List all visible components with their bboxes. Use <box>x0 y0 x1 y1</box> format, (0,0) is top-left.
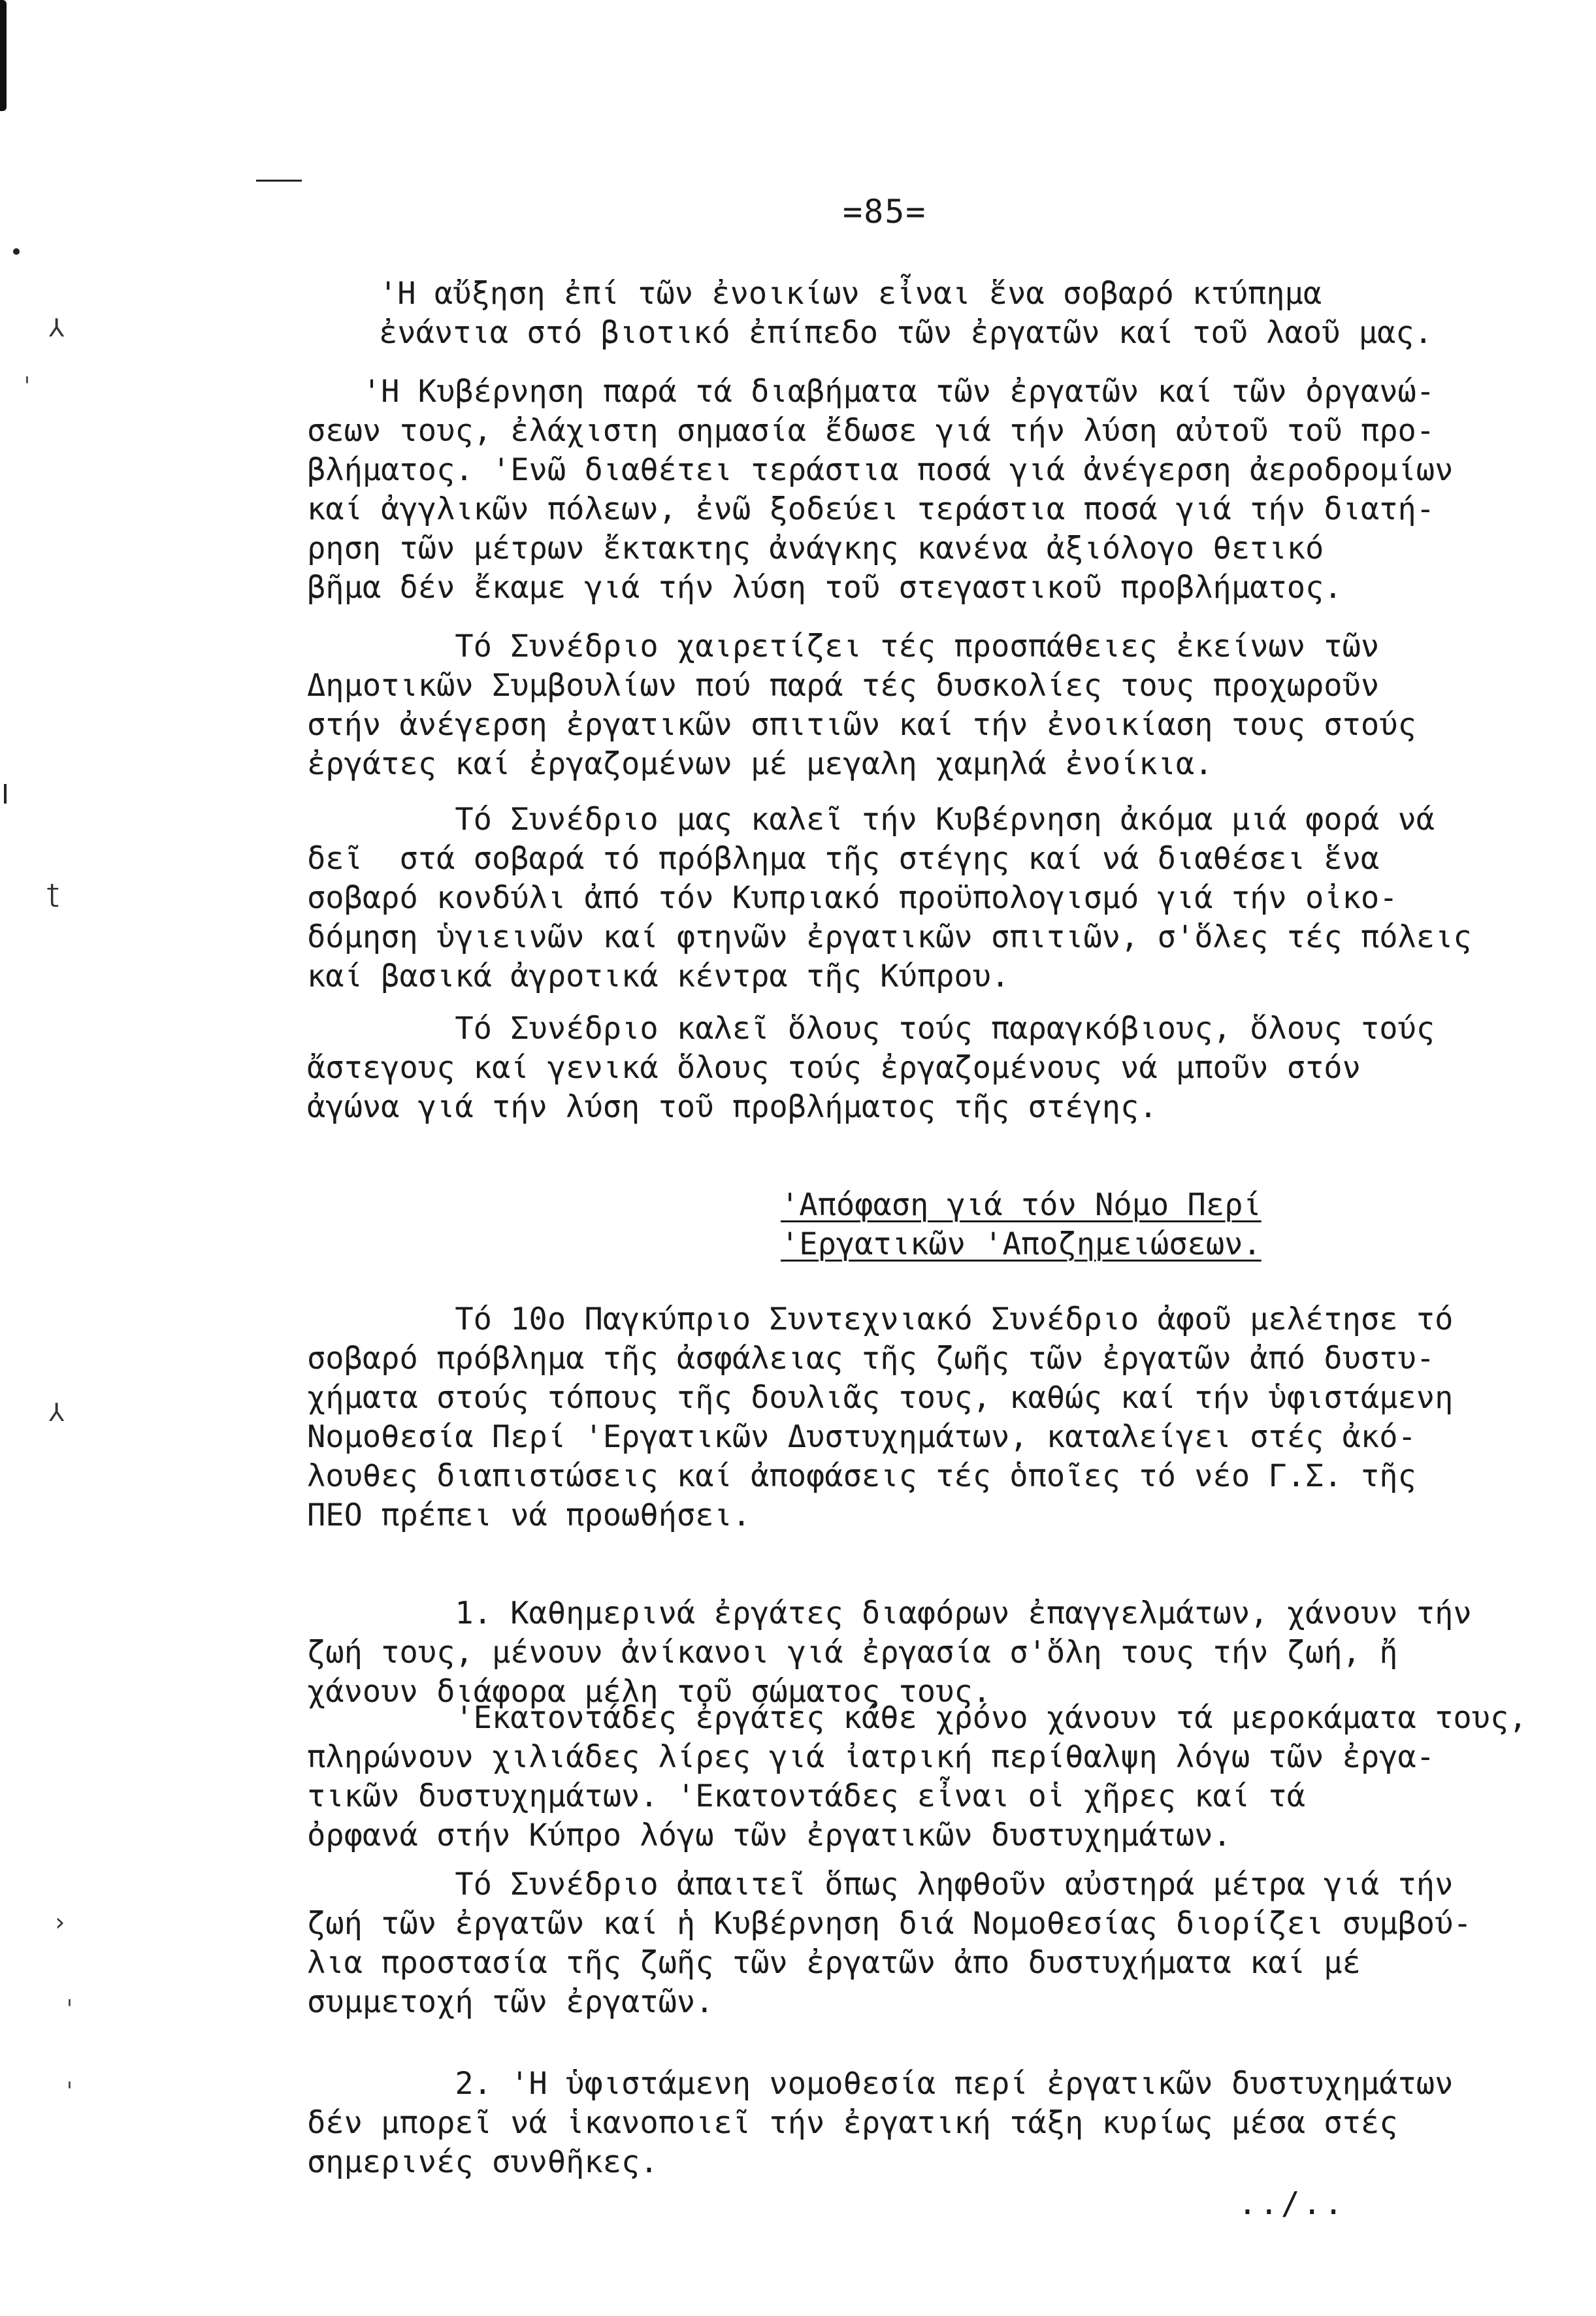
margin-mark: ⅄ <box>49 314 65 342</box>
scan-mark <box>256 180 302 182</box>
paragraph-10th-congress: Τό 10ο Παγκύπριο Συντεχνιακό Συνέδριο ἀφοῦ μελέτησε τό σοβαρό πρόβλημα τῆς ἀσφάλειας τῆς ζωῆς τῶν ἐργατῶν ἀπό δυστυ- χήματα στούς τόπους τῆς δουλιᾶς τους, καθώς καί τήν ὑφιστάμενη Νομοθεσία Περί 'Εργατικῶν Δυστυχημάτων, καταλείγει στές ἀκό- λουθες διαπιστώσεις καί ἀποφάσεις τές ὁποῖες τό νέο Γ.Σ. τῆς ΠΕΟ πρέπει νά προωθήσει. <box>307 1301 1454 1533</box>
scan-mark <box>13 248 20 255</box>
paragraph-government: 'Η Κυβέρνηση παρά τά διαβήματα τῶν ἐργατῶν καί τῶν ὀργανώ- σεων τους, ἐλάχιστη σημασία ἔδωσε γιά τήν λύση αὐτοῦ τοῦ προ- βλήματος. 'Ενῶ διαθέτει τεράστια ποσά γιά ἀνέγερση ἀεροδρομίων καί ἀγγλικῶν πόλεων, ἐνῶ ξοδεύει τεράστια ποσά γιά τήν διατή- ρηση τῶν μέτρων ἔκτακτης ἀνάγκης κανένα ἀξιόλογο θετικό βῆμα δέν ἔκαμε γιά τήν λύση τοῦ στεγαστικοῦ προβλήματος. <box>307 374 1454 606</box>
binding-edge-mark <box>0 0 7 111</box>
margin-mark: › <box>52 1908 67 1936</box>
paragraph-congress-demands: Τό Συνέδριο ἀπαιτεῖ ὅπως ληφθοῦν αὐστηρά μέτρα γιά τήν ζωή τῶν ἐργατῶν καί ἡ Κυβέρνηση διά Νομοθεσίας διορίζει συμβού- λια προστασία τῆς ζωῆς τῶν ἐργατῶν ἀπο δυστυχήματα καί μέ συμμετοχή τῶν ἐργατῶν. <box>307 1867 1472 2020</box>
paragraph-congress-calls-government: Τό Συνέδριο μας καλεῖ τήν Κυβέρνηση ἀκόμα μιά φορά νά δεῖ στά σοβαρά τό πρόβλημα τῆς στέγης καί νά διαθέσει ἕνα σοβαρό κονδύλι ἀπό τόν Κυπριακό προϋπολογισμό γιά τήν οἰκο- δόμηση ὑγιεινῶν καί φτηνῶν ἐργατικῶν σπιτιῶν, σ'ὅλες τές πόλεις καί βασικά ἀγροτικά κέντρα τῆς Κύπρου. <box>307 802 1472 994</box>
section-heading: 'Απόφαση γιά τόν Νόμο Περί 'Εργατικῶν 'Αποζημειώσεων. <box>781 1187 1262 1262</box>
paragraph-congress-calls-workers: Τό Συνέδριο καλεῖ ὅλους τούς παραγκόβιους, ὅλους τούς ἄστεγους καί γενικά ὅλους τούς ἐργαζομένους νά μποῦν στόν ἀγώνα γιά τήν λύση τοῦ προβλήματος τῆς στέγης. <box>307 1011 1435 1125</box>
margin-mark: ⅄ <box>49 1398 65 1427</box>
margin-mark: ˈ <box>20 372 35 401</box>
page-number: =85= <box>843 193 927 231</box>
paragraph-hundreds-workers: 'Εκατοντάδες ἐργάτες κάθε χρόνο χάνουν τά μεροκάματα τους, πληρώνουν χιλιάδες λίρες γιά ἰατρική περίθαλψη λόγω τῶν ἐργα- τικῶν δυστυχημάτων. 'Εκατοντάδες εἶναι οἱ χῆρες καί τά ὀρφανά στήν Κύπρο λόγω τῶν ἐργατικῶν δυστυχημάτων. <box>307 1700 1527 1853</box>
scan-mark <box>4 784 7 804</box>
margin-mark: ˌ <box>62 1980 77 2008</box>
margin-mark: ʈ <box>46 879 61 907</box>
paragraph-municipal-councils: Τό Συνέδριο χαιρετίζει τές προσπάθειες ἐκείνων τῶν Δημοτικῶν Συμβουλίων πού παρά τές δυσκολίες τους προχωροῦν στήν ἀνέγερση ἐργατικῶν σπιτιῶν καί τήν ἐνοικίαση τους στούς ἐργάτες καί ἐργαζομένων μέ μεγαλη χαμηλά ἐνοίκια. <box>307 628 1416 782</box>
paragraph-rent-increase: 'Η αὔξηση ἐπί τῶν ἐνοικίων εἶναι ἕνα σοβαρό κτύπημα ἐνάντια στό βιοτικό ἐπίπεδο τῶν ἐργατῶν καί τοῦ λαοῦ μας. <box>379 276 1433 351</box>
continuation-mark: ../.. <box>1238 2185 1346 2222</box>
margin-mark: ˈ <box>62 2078 77 2106</box>
paragraph-point-2: 2. 'Η ὑφιστάμενη νομοθεσία περί ἐργατικῶν δυστυχημάτων δέν μπορεῖ νά ἱκανοποιεῖ τήν ἐργατική τάξη κυρίως μέσα στές σημερινές συνθῆκες. <box>307 2066 1454 2180</box>
paragraph-point-1: 1. Καθημερινά ἐργάτες διαφόρων ἐπαγγελμάτων, χάνουν τήν ζωή τους, μένουν ἀνίκανοι γιά ἐργασία σ'ὅλη τους τήν ζωή, ἤ χάνουν διάφορα μέλη τοῦ σώματος τους. <box>307 1595 1472 1710</box>
